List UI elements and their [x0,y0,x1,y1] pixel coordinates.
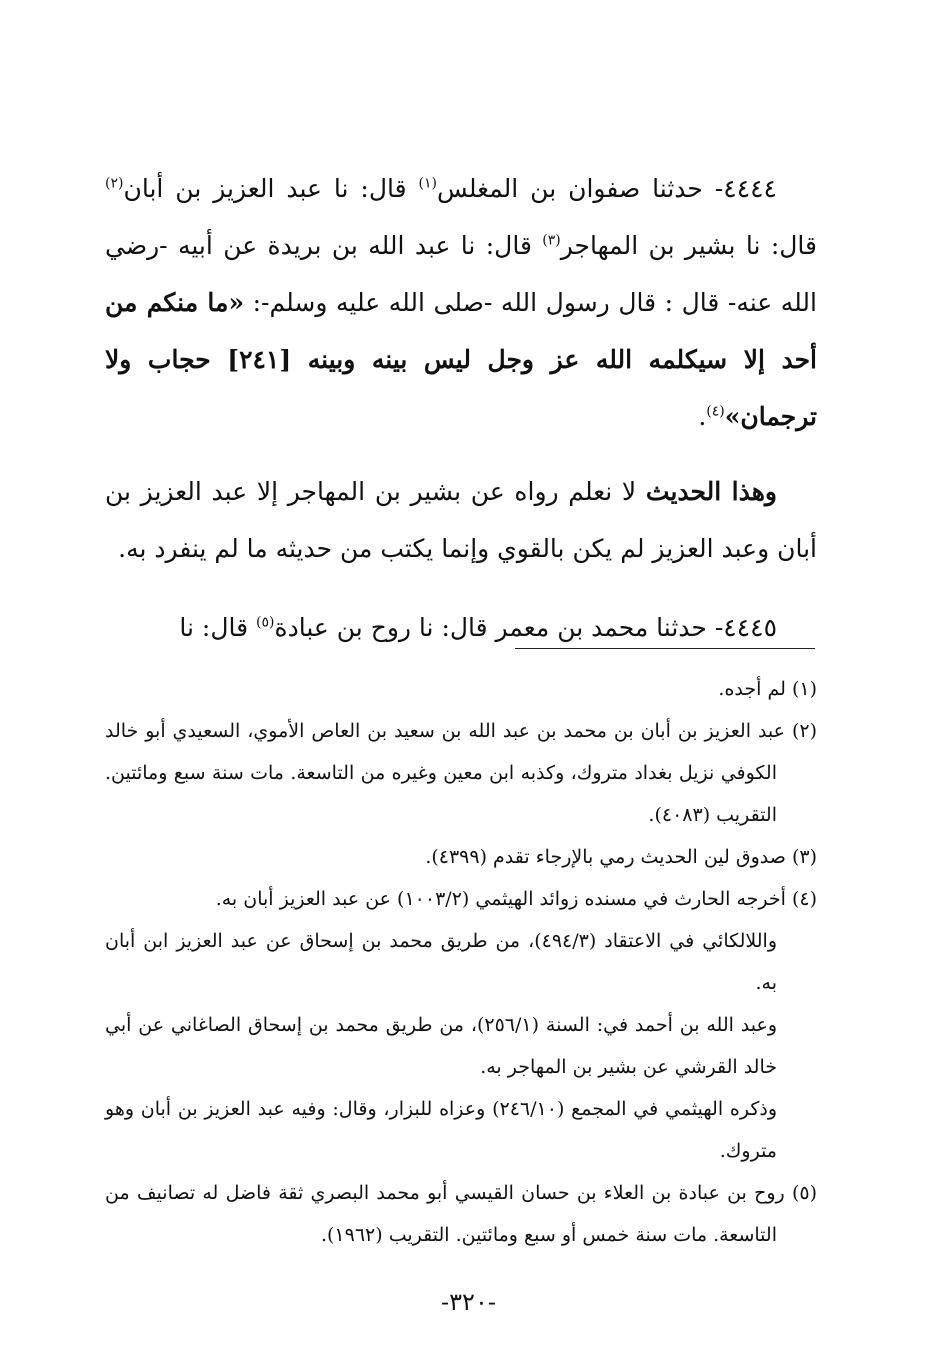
footnote-number: (١) [791,678,817,700]
hadith-4444 [105,160,817,445]
footnote-text: واللالكائي في الاعتقاد (٤٩٤/٣)، من طريق محمد بن إسحاق عن عبد العزيز ابن أبان به. [105,930,777,994]
footnote-4 [105,878,817,1172]
footnote-ref: (٥) [256,614,275,631]
hadith-matn: «ما منكم من أحد إلا سيكلمه الله عز وجل ليس بينه وبينه [٢٤١] حجاب ولا ترجمان» [105,288,817,431]
footnote-number: (٥) [791,1182,817,1204]
footnote-5 [105,1172,817,1256]
hadith-text: قال: نا عبد العزيز بن أبان [123,174,419,203]
footnote-ref: (٢) [105,175,124,192]
footnote-text: وعبد الله بن أحمد في: السنة (٢٥٦/١)، من طريق محمد بن إسحاق الصاغاني عن أبي خالد القرشي عن بشير بن المهاجر به. [105,1014,777,1078]
footnote-ref: (٣) [542,232,561,249]
commentary-text: لا نعلم رواه عن بشير بن المهاجر إلا عبد العزيز بن أبان وعبد العزيز لم يكن بالقوي وإنما يكتب من حديثه ما لم ينفرد به. [105,477,817,563]
footnote-3 [105,836,817,878]
footnote-number: (٢) [791,720,817,742]
page-number: -٣٢٠- [441,1288,496,1316]
hadith-text: . [698,402,707,431]
main-text [105,160,817,678]
commentary-lead: وهذا الحديث [645,477,777,506]
footnote-text: روح بن عبادة بن العلاء بن حسان القيسي أبو محمد البصري ثقة فاضل له تصانيف من التاسعة. مات سنة خمس أو سبع ومائتين. التقريب (١٩٦٢). [105,1182,785,1246]
footnote-text: وذكره الهيثمي في المجمع (٢٤٦/١٠) وعزاه للبزار، وقال: وفيه عبد العزيز بن أبان وهو متروك. [105,1098,777,1162]
hadith-text: ٤٤٤٤- حدثنا صفوان بن المغلس [437,174,777,203]
hadith-text: ٤٤٤٥- حدثنا محمد بن معمر قال: نا روح بن عبادة [274,613,777,642]
footnote-ref: (١) [418,175,437,192]
footnotes [105,668,817,1256]
hadith-text: قال: نا بشير بن المهاجر [560,231,817,260]
footnote-number: (٣) [791,846,817,868]
footnote-2 [105,710,817,836]
hadith-text: قال: نا [179,613,257,642]
footnote-number: (٤) [791,888,817,910]
footnote-ref: (٤) [706,403,725,420]
commentary-paragraph [105,463,817,577]
footnote-divider [515,648,815,649]
footnote-text: عبد العزيز بن أبان بن محمد بن عبد الله بن سعيد بن العاص الأموي، السعيدي أبو خالد الكوفي نزيل بغداد متروك، وكذبه ابن معين وغيره من التاسعة. مات سنة سبع ومائتين. التقريب (٤٠٨٣). [105,720,785,826]
footnote-text: أخرجه الحارث في مسنده زوائد الهيثمي (١٠٠٣/٢) عن عبد العزيز أبان به. [215,888,786,910]
footnote-text: صدوق لين الحديث رمي بالإرجاء تقدم (٤٣٩٩). [425,846,786,868]
hadith-text: قال: نا عبد الله بن بريدة عن أبيه -رضي الله عنه- قال : قال رسول الله -صلى الله عليه وسلم-: [105,231,817,317]
footnote-text: لم أجده. [718,678,786,700]
footnote-1 [105,668,817,710]
